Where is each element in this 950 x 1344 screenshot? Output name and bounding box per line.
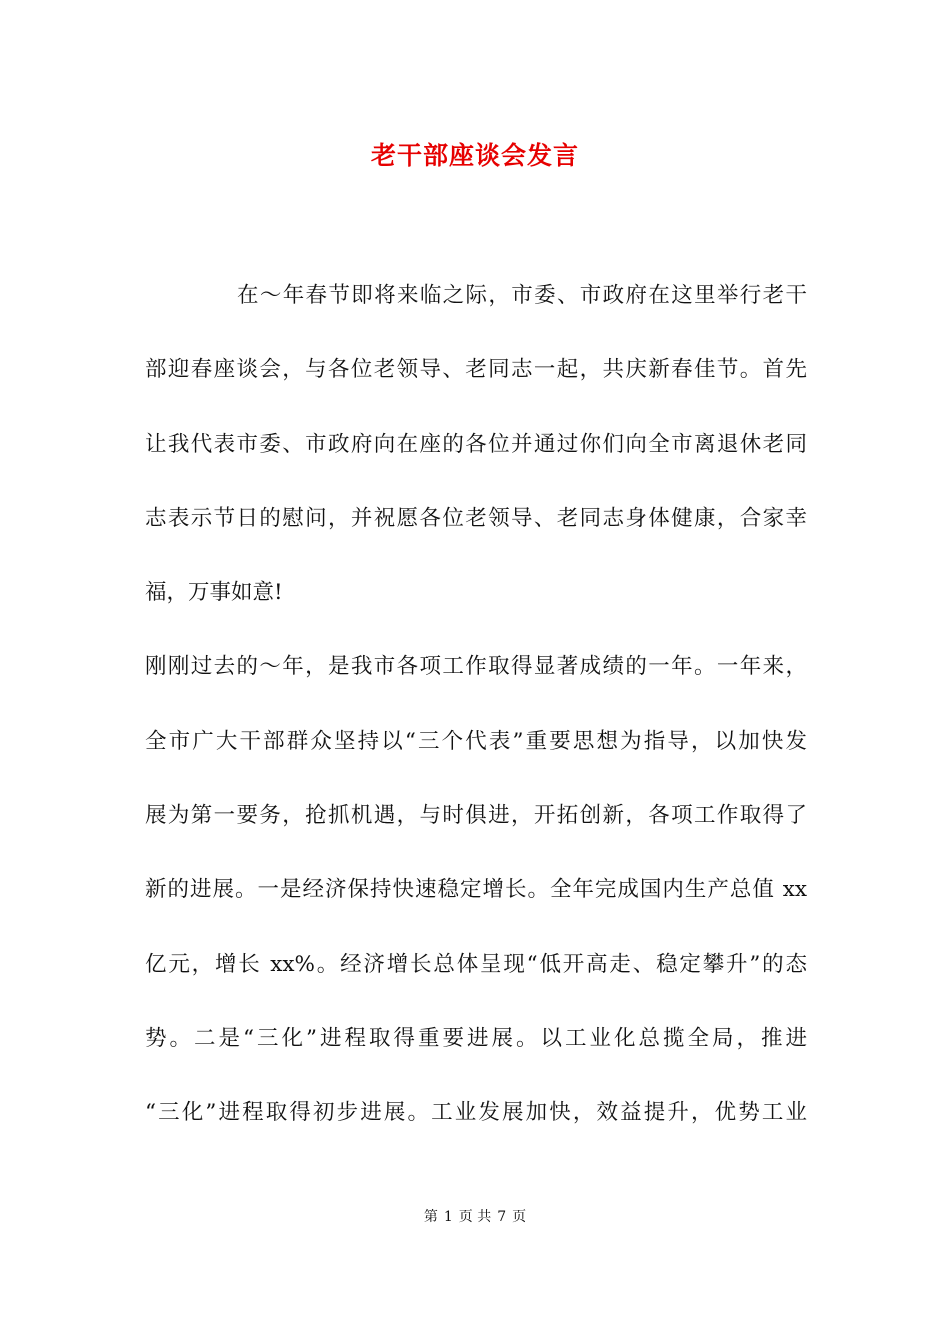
paragraph-line: “三化”进程取得初步进展。工业发展加快，效益提升，优势工业 [145,1100,807,1126]
paragraph-line: 让我代表市委、市政府向在座的各位并通过你们向全市离退休老同 [145,431,807,457]
paragraph-line: 福，万事如意! [145,580,283,606]
footer-page-number: 1 [443,1209,453,1225]
document-title: 老干部座谈会发言 [370,141,579,170]
footer-suffix: 页 [512,1209,527,1225]
footer-prefix: 第 [423,1209,438,1225]
paragraph-line: 刚刚过去的～年，是我市各项工作取得显著成绩的一年。一年来， [145,654,807,680]
paragraph-line: 展为第一要务，抢抓机遇，与时俱进，开拓创新，各项工作取得了 [145,803,807,829]
paragraph-line: 部迎春座谈会，与各位老领导、老同志一起，共庆新春佳节。首先 [145,357,807,383]
page-footer [0,1206,950,1226]
paragraph-line: 全市广大干部群众坚持以“三个代表”重要思想为指导，以加快发 [145,728,807,754]
paragraph-line: 在～年春节即将来临之际，市委、市政府在这里举行老干 [237,283,807,308]
paragraph-line: 新的进展。一是经济保持快速稳定增长。全年完成国内生产总值 xx [145,877,807,903]
footer-total-pages: 7 [497,1209,507,1225]
paragraph-line: 势。二是“三化”进程取得重要进展。以工业化总揽全局，推进 [145,1025,807,1051]
paragraph-line: 亿元，增长 xx%。经济增长总体呈现“低开高走、稳定攀升”的态 [145,951,807,977]
paragraph-line: 志表示节日的慰问，并祝愿各位老领导、老同志身体健康，合家幸 [145,505,807,531]
document-body [145,271,807,1163]
footer-mid: 页 共 [458,1209,492,1225]
